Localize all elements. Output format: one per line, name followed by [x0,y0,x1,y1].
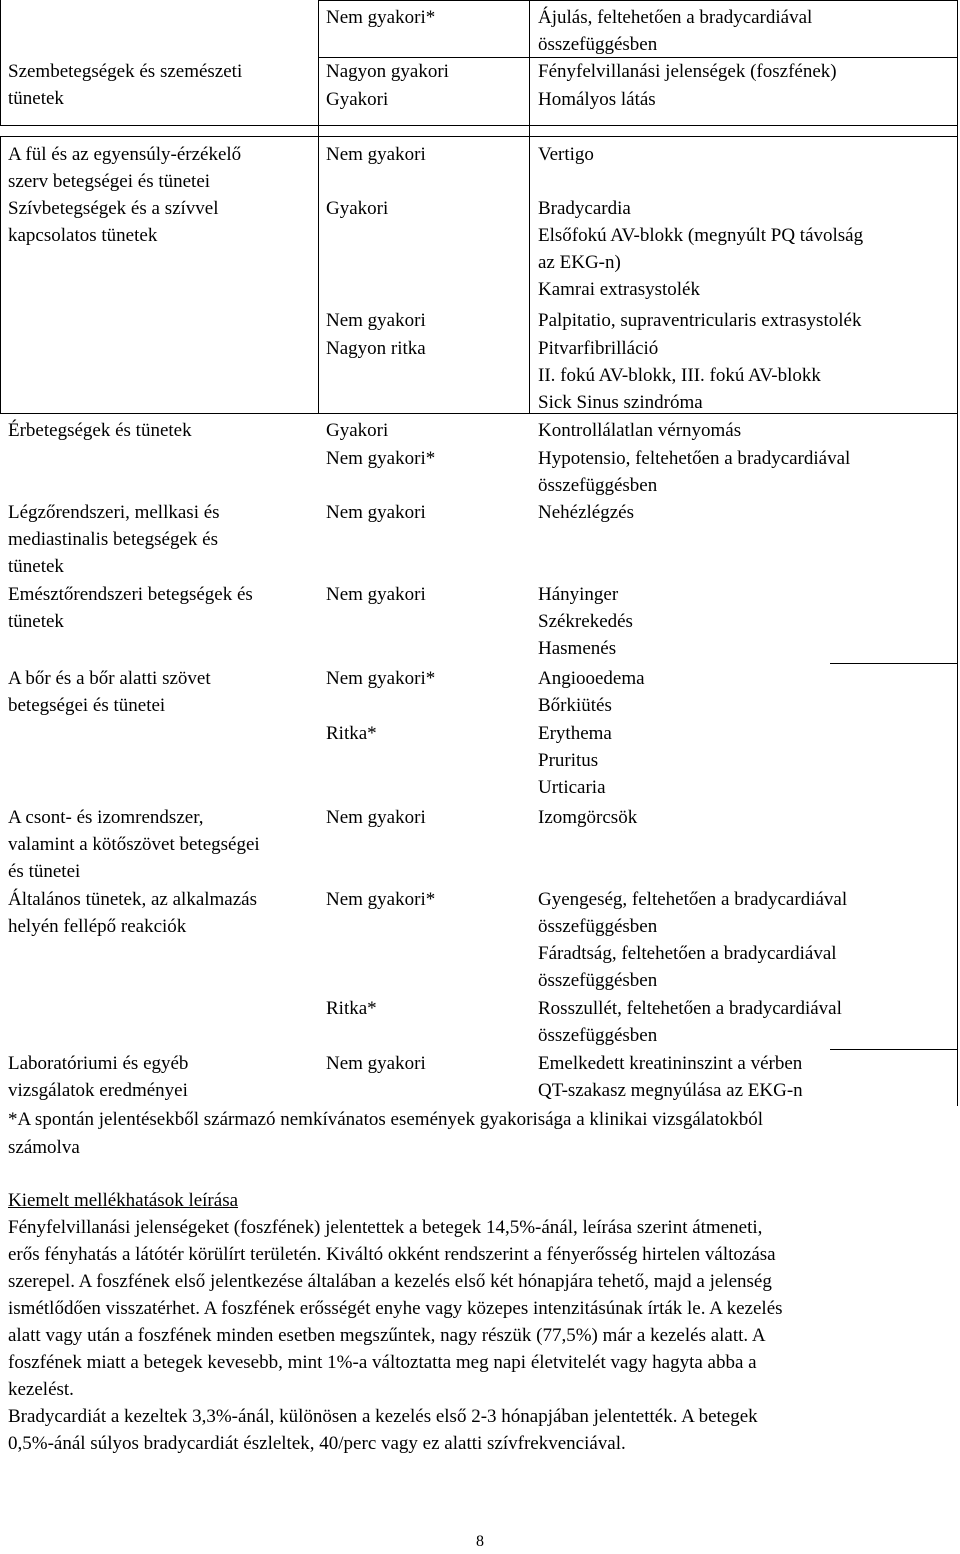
effect-cell [538,1050,803,1104]
effect-line: Kamrai extrasystolék [538,279,700,300]
effect-line: QT-szakasz megnyúlása az EKG-n [538,1080,803,1101]
frequency-cell: Nem gyakori [326,144,426,165]
organ-class-cell [8,665,211,719]
effect-line: Erythema [538,723,612,744]
effect-cell [538,720,612,801]
frequency-cell: Nem gyakori [326,807,426,828]
organ-class-cell [8,499,220,580]
paragraph-line: ismétlődően visszatérhet. A foszfének erősségét enyhe vagy közepes intenzitásúnak írták le. A kezelés [8,1298,783,1319]
frequency-cell: Nem gyakori* [326,889,436,910]
effect-line: összefüggésben [538,916,658,937]
organ-class-cell [8,141,241,195]
effect-line: Pitvarfibrilláció [538,338,659,359]
organ-class-line: mediastinalis betegségek és [8,529,218,550]
organ-class-line: A fül és az egyensúly-érzékelő [8,144,242,165]
frequency-cell: Ritka* [326,998,377,1019]
effect-cell: Vertigo [538,144,594,165]
organ-class-line: Szembetegségek és szemészeti [8,61,243,82]
effect-cell: Nehézlégzés [538,502,634,523]
frequency-cell: Nem gyakori [326,1053,426,1074]
organ-class-line: A csont- és izomrendszer, [8,807,204,828]
organ-class-line: Légzőrendszeri, mellkasi és [8,502,220,523]
paragraph-line: erős fényhatás a látótér körülírt területén. Kiváltó okként rendszerint a fényerősség hirtelen változása [8,1244,776,1265]
effect-cell [538,665,645,719]
effect-line: Székrekedés [538,611,633,632]
effect-line: Rosszullét, feltehetően a bradycardiával [538,998,842,1019]
frequency-cell: Nem gyakori* [326,668,436,689]
organ-class-line: valamint a kötőszövet betegségei [8,834,260,855]
effect-cell [538,995,842,1049]
effect-line: Hányinger [538,584,619,605]
table-footnote [8,1106,948,1162]
effect-line: összefüggésben [538,970,658,991]
effect-cell: Izomgörcsök [538,807,638,828]
paragraph-line: kezelést. [8,1379,74,1400]
row-separator [830,1049,958,1050]
body-paragraph [8,1214,944,1403]
organ-class-line: betegségei és tünetei [8,695,166,716]
effect-cell [538,581,633,662]
effect-line: Bőrkiütés [538,695,612,716]
organ-class-line: tünetek [8,556,64,577]
footnote-line: számolva [8,1137,80,1158]
effect-cell [538,4,812,58]
organ-class-line: vizsgálatok eredményei [8,1080,188,1101]
frequency-cell: Nem gyakori* [326,7,436,28]
organ-class-cell [8,58,242,112]
paragraph-line: foszfének miatt a betegek kevesebb, mint 1%-a változtatta meg napi életvitelét vagy hagyta abba a [8,1352,757,1373]
frequency-cell: Nem gyakori [326,310,426,331]
effect-cell: Fényfelvillanási jelenségek (foszfének) [538,61,837,82]
row-separator [830,663,958,664]
effect-line: Ájulás, feltehetően a bradycardiával [538,7,813,28]
effect-line: az EKG-n) [538,252,621,273]
organ-class-line: kapcsolatos tünetek [8,225,158,246]
effect-line: Gyengeség, feltehetően a bradycardiával [538,889,848,910]
row-separator [0,125,958,126]
organ-class-line: tünetek [8,88,64,109]
paragraph-line: alatt vagy után a foszfének minden esetben megszűntek, nagy részük (77,5%) már a kezelés alatt. A [8,1325,766,1346]
effect-cell: Homályos látás [538,89,656,110]
organ-class-line: tünetek [8,611,64,632]
section-heading: Kiemelt mellékhatások leírása [8,1190,239,1211]
row-separator [318,0,958,1]
frequency-cell: Nem gyakori [326,502,426,523]
footnote-line: *A spontán jelentésekből származó nemkívánatos események gyakorisága a klinikai vizsgálatokból [8,1109,764,1130]
paragraph-line: szerepel. A foszfének első jelentkezése általában a kezelés első két hónapjára tehető, majd a jelenség [8,1271,772,1292]
effect-line: összefüggésben [538,475,658,496]
effect-line: Bradycardia [538,198,631,219]
effect-cell [538,195,863,303]
organ-class-line: és tünetei [8,861,81,882]
organ-class-cell: Érbetegségek és tünetek [8,420,192,441]
paragraph-line: Bradycardiát a kezeltek 3,3%-ánál, különösen a kezelés első 2-3 hónapjában jelentették. A betegek [8,1406,758,1427]
table-border-left [0,136,1,413]
organ-class-cell [8,1050,188,1104]
effect-line: Fáradtság, feltehetően a bradycardiával [538,943,837,964]
frequency-cell: Gyakori [326,198,389,219]
effect-line: Elsőfokú AV-blokk (megnyúlt PQ távolság [538,225,864,246]
organ-class-cell [8,886,257,940]
organ-class-line: helyén fellépő reakciók [8,916,187,937]
frequency-cell: Nem gyakori* [326,448,436,469]
organ-class-line: Általános tünetek, az alkalmazás [8,889,258,910]
organ-class-line: szerv betegségei és tünetei [8,171,211,192]
effect-cell [538,335,821,416]
effect-line: összefüggésben [538,1025,658,1046]
organ-class-cell [8,581,253,635]
effect-line: Hasmenés [538,638,617,659]
organ-class-line: A bőr és a bőr alatti szövet [8,668,211,689]
effect-cell [538,886,847,994]
effect-line: Hypotensio, feltehetően a bradycardiával [538,448,851,469]
page-number: 8 [476,1533,484,1550]
table-border-left [0,0,1,125]
effect-line: Sick Sinus szindróma [538,392,703,413]
paragraph-line: 0,5%-ánál súlyos bradycardiát észleltek, 40/perc vagy ez alatti szívfrekvenciával. [8,1433,626,1454]
organ-class-cell [8,195,219,249]
organ-class-line: Szívbetegségek és a szívvel [8,198,219,219]
effect-cell [538,445,850,499]
organ-class-line: Laboratóriumi és egyéb [8,1053,189,1074]
organ-class-line: Emésztőrendszeri betegségek és [8,584,253,605]
effect-line: II. fokú AV-blokk, III. fokú AV-blokk [538,365,821,386]
effect-line: Angiooedema [538,668,645,689]
effect-cell: Palpitatio, supraventricularis extrasystolék [538,310,862,331]
effect-line: Emelkedett kreatininszint a vérben [538,1053,803,1074]
frequency-cell: Nem gyakori [326,584,426,605]
paragraph-line: Fényfelvillanási jelenségeket (foszfének) jelentettek a betegek 14,5%-ánál, leírása szerint átmeneti, [8,1217,763,1238]
effect-cell: Kontrollálatlan vérnyomás [538,420,742,441]
column-divider [529,0,530,414]
body-paragraph [8,1403,944,1457]
effect-line: Urticaria [538,777,606,798]
effect-line: Pruritus [538,750,599,771]
table-border-right [957,0,958,1106]
row-separator [0,136,958,137]
effect-line: összefüggésben [538,34,658,55]
frequency-cell: Nagyon gyakori [326,61,449,82]
column-divider [318,0,319,414]
frequency-cell: Gyakori [326,420,389,441]
frequency-cell: Gyakori [326,89,389,110]
organ-class-cell [8,804,260,885]
frequency-cell: Ritka* [326,723,377,744]
frequency-cell: Nagyon ritka [326,338,426,359]
